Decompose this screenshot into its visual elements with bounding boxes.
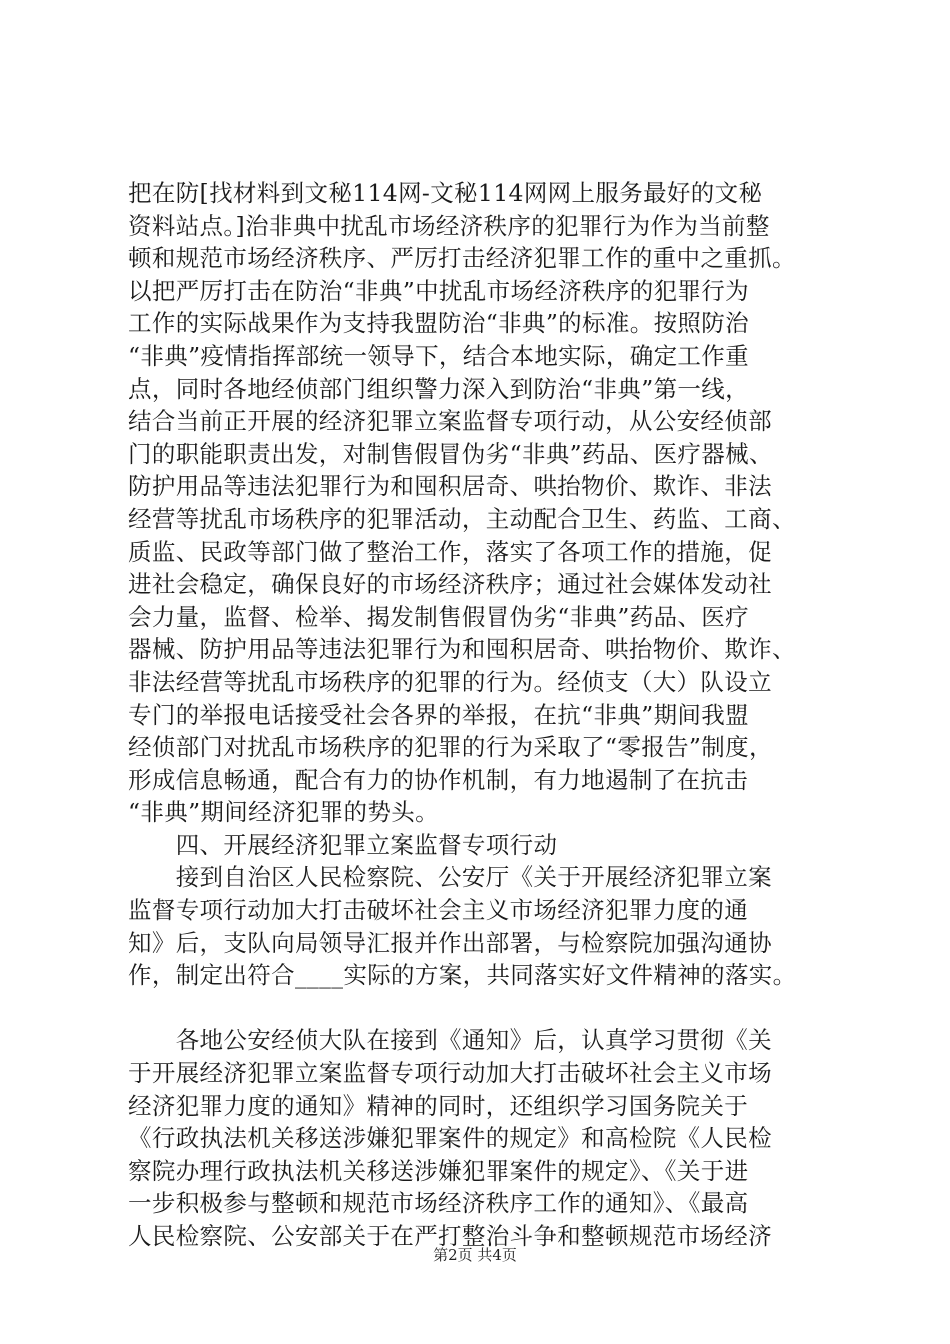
text-line: 资料站点。]治非典中扰乱市场经济秩序的犯罪行为作为当前整 (128, 211, 770, 240)
text-line: 非法经营等扰乱市场秩序的犯罪的行为。经侦支（大）队设立 (128, 667, 772, 696)
text-line: 一步积极参与整顿和规范市场经济秩序工作的通知》、《最高 (128, 1189, 749, 1218)
text-line: 把在防[找材料到文秘114网-文秘114网网上服务最好的文秘 (128, 179, 763, 207)
text-line: 专门的举报电话接受社会各界的举报，在抗“非典”期间我盟 (128, 700, 749, 729)
blank-line (128, 992, 828, 1025)
text-line: 经济犯罪力度的通知》精神的同时，还组织学习国务院关于 (128, 1091, 749, 1120)
text-line: 监督专项行动加大打击破坏社会主义市场经济犯罪力度的通 (128, 896, 749, 925)
text-line: 以把严厉打击在防治“非典”中扰乱市场经济秩序的犯罪行为 (128, 276, 749, 305)
text-line: 工作的实际战果作为支持我盟防治“非典”的标准。按照防治 (128, 309, 749, 338)
page-number-footer: 第2页 共4页 (433, 1246, 517, 1264)
text-line: 防护用品等违法犯罪行为和囤积居奇、哄抬物价、欺诈、非法 (128, 472, 772, 501)
text-line: 于开展经济犯罪立案监督专项行动加大打击破坏社会主义市场 (128, 1059, 772, 1088)
text-line: 形成信息畅通，配合有力的协作机制，有力地遏制了在抗击 (128, 765, 749, 794)
text-line: 经侦部门对扰乱市场秩序的犯罪的行为采取了“零报告”制度， (128, 733, 773, 762)
text-line: 知》后，支队向局领导汇报并作出部署，与检察院加强沟通协 (128, 928, 772, 957)
text-line: 进社会稳定，确保良好的市场经济秩序；通过社会媒体发动社 (128, 570, 772, 599)
text-line: 经营等扰乱市场秩序的犯罪活动，主动配合卫生、药监、工商、 (128, 504, 796, 533)
section-heading: 四、开展经济犯罪立案监督专项行动 (128, 830, 558, 859)
text-line: “非典”期间经济犯罪的势头。 (128, 798, 439, 827)
text-line: 点，同时各地经侦部门组织警力深入到防治“非典”第一线， (128, 374, 749, 403)
text-line: “非典”疫情指挥部统一领导下，结合本地实际，确定工作重 (128, 341, 749, 370)
text-line: 作，制定出符合____实际的方案，共同落实好文件精神的落实。 (128, 961, 797, 990)
text-line: 器械、防护用品等违法犯罪行为和囤积居奇、哄抬物价、欺诈、 (128, 635, 796, 664)
text-line: 顿和规范市场经济秩序、严厉打击经济犯罪工作的重中之重抓。 (128, 244, 796, 273)
text-line: 人民检察院、公安部关于在严打整治斗争和整顿规范市场经济 (128, 1222, 772, 1250)
text-line: 门的职能职责出发，对制售假冒伪劣“非典”药品、医疗器械、 (128, 439, 773, 468)
document-body (128, 177, 828, 1253)
text-line: 接到自治区人民检察院、公安厅《关于开展经济犯罪立案 (128, 863, 772, 892)
text-line: 结合当前正开展的经济犯罪立案监督专项行动，从公安经侦部 (128, 407, 772, 436)
text-line: 质监、民政等部门做了整治工作，落实了各项工作的措施，促 (128, 537, 772, 566)
text-line: 《行政执法机关移送涉嫌犯罪案件的规定》和高检院《人民检 (128, 1124, 772, 1153)
text-line: 各地公安经侦大队在接到《通知》后，认真学习贯彻《关 (128, 1026, 772, 1055)
text-line: 会力量，监督、检举、揭发制售假冒伪劣“非典”药品、医疗 (128, 602, 749, 631)
text-line: 察院办理行政执法机关移送涉嫌犯罪案件的规定》、《关于进 (128, 1156, 749, 1185)
